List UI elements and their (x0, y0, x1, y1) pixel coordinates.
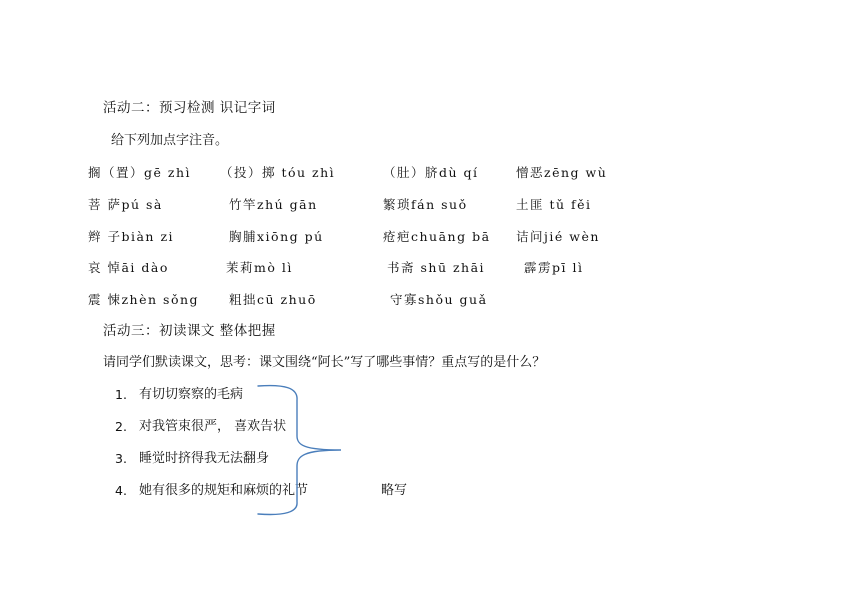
activity2-heading: 活动二：预习检测 识记字词 (103, 100, 276, 116)
list-item-number: 3. (115, 451, 127, 466)
brief-note: 略写 (381, 483, 408, 498)
vocab-cell: 竹竿zhú gān (229, 197, 318, 212)
vocab-cell: 辫 子biàn zi (88, 229, 175, 244)
vocab-cell: 憎恶zēng wù (516, 165, 608, 180)
list-item-number: 1. (115, 387, 127, 402)
vocab-cell: （投）掷 tóu zhì (220, 165, 336, 180)
vocab-cell: 哀 悼āi dào (88, 260, 169, 275)
vocab-cell: 诘问jié wèn (516, 229, 600, 244)
vocab-cell: （肚）脐dù qí (383, 165, 479, 180)
list-item-text: 有切切察察的毛病 (139, 387, 244, 402)
list-item-number: 2. (115, 419, 127, 434)
vocab-cell: 疮疤chuāng bā (383, 229, 491, 244)
vocab-cell: 茉莉mò lì (226, 260, 293, 275)
activity3-heading: 活动三：初读课文 整体把握 (103, 323, 276, 339)
vocab-cell: 霹雳pī lì (524, 260, 584, 275)
list-item-number: 4. (115, 483, 127, 498)
list-item-text: 睡觉时挤得我无法翻身 (139, 451, 270, 466)
list-item-text: 她有很多的规矩和麻烦的礼节 (139, 483, 309, 498)
vocab-cell: 守寡shǒu guǎ (390, 292, 488, 307)
vocab-cell: 书斋 shū zhāi (387, 260, 486, 275)
list-item-text: 对我管束很严， 喜欢告状 (139, 419, 287, 434)
vocab-cell: 胸脯xiōng pú (229, 229, 324, 244)
vocab-cell: 搁（置）gē zhì (88, 165, 192, 180)
vocab-cell: 震 悚zhèn sǒng (88, 292, 200, 307)
vocab-cell: 粗拙cū zhuō (229, 292, 317, 307)
activity3-question: 请同学们默读课文，思考：课文围绕“阿长”写了哪些事情？重点写的是什么？ (103, 355, 546, 370)
vocab-cell: 繁琐fán suǒ (383, 197, 468, 212)
activity2-instruction: 给下列加点字注音。 (111, 133, 229, 148)
vocab-cell: 土匪 tǔ fěi (516, 197, 592, 212)
vocab-cell: 菩 萨pú sà (88, 197, 163, 212)
